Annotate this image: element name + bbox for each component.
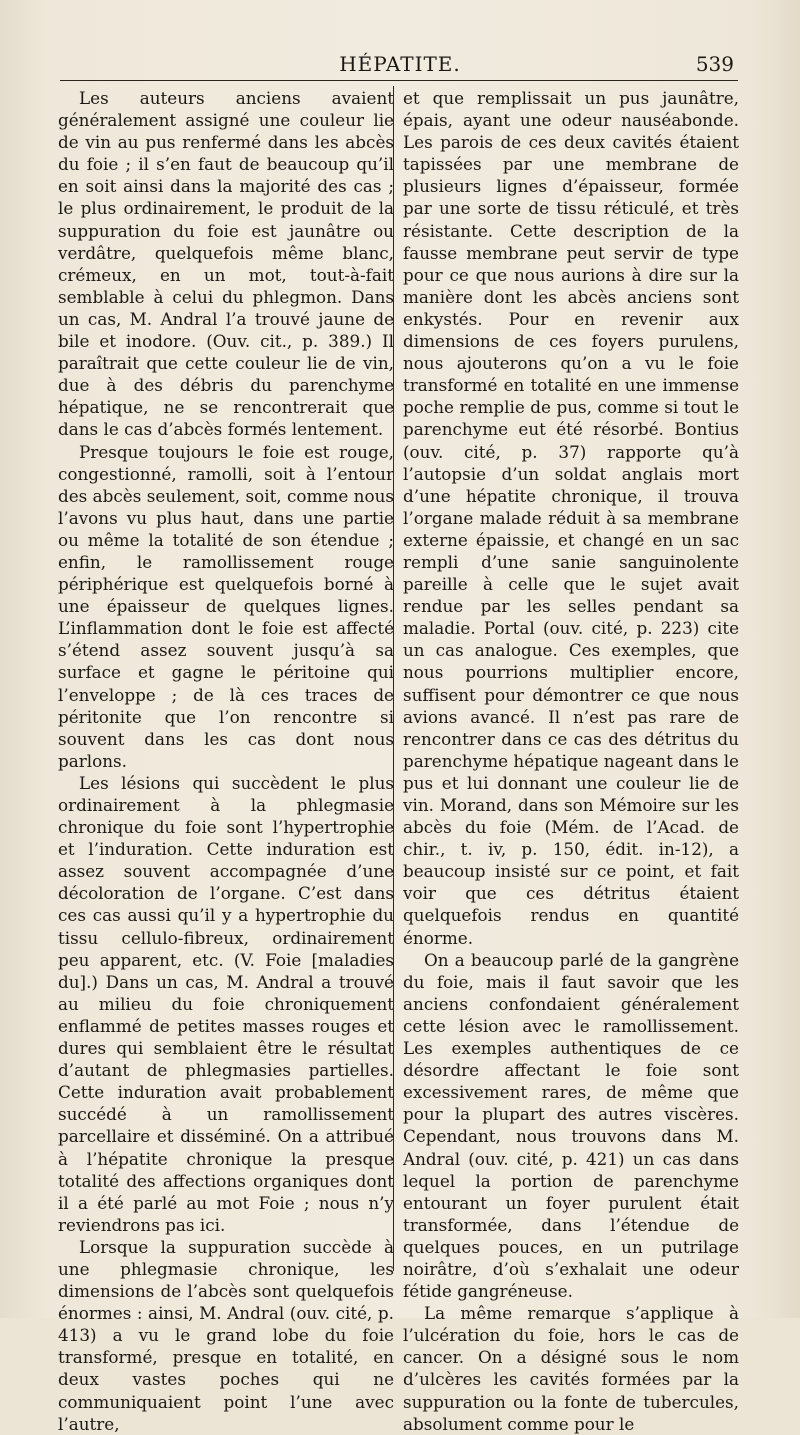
paragraph-continued: et que remplissait un pus jaunâtre, épais, ayant une odeur nauséabonde. Les parois de ces deux cavités étaient tapissées par une membrane de plusieurs lignes d’épaisseur, formée par une sorte de tissu réticulé, et très résistante. Cette description de la fausse membrane peut servir de type pour ce que nous aurions à dire sur la manière dont les abcès anciens sont enkystés. Pour en revenir aux dimensions de ces foyers purulens, nous ajouterons qu’on a vu le foie transformé en totalité en une immense poche remplie de pus, comme si tout le parenchyme eut été résorbé. Bontius (ouv. cité, p. 37) rapporte qu’à l’autopsie d’un soldat anglais mort d’une hépatite chronique, il trouva l’organe malade réduit à sa membrane externe épaissie, et changé en un sac rempli d’une sanie sanguinolente pareille à celle que le sujet avait rendue par les selles pendant sa maladie. Portal (ouv. cité, p. 223) cite un cas analogue. Ces exemples, que nous pourrions multiplier encore, suffisent pour démontrer ce que nous avions avancé. Il n’est pas rare de rencontrer dans ce cas des détritus du parenchyme hépatique nageant dans le pus et lui donnant une couleur lie de vin. Morand, dans son Mémoire sur les abcès du foie (Mém. de l’Acad. de chir., t. iv, p. 150, édit. in-12), a beaucoup insisté sur ce point, et fait voir que ces détritus étaient quelquefois rendus en quantité énorme. [403,88,739,948]
column-divider [393,86,394,1271]
left-column [58,87,394,1435]
running-title: HÉPATITE. [339,52,461,76]
paragraph: Presque toujours le foie est rouge, congestionné, ramolli, soit à l’entour des abcès seulement, soit, comme nous l’avons vu plus haut, dans une partie ou même la totalité de son étendue ; enfin, le ramollissement rouge périphérique est quelquefois borné à une épaisseur de quelques lignes. L’inflammation dont le foie est affecté s’étend assez souvent jusqu’à sa surface et gagne le péritoine qui l’enveloppe ; de là ces traces de péritonite que l’on rencontre si souvent dans les cas dont nous parlons. [58,441,394,771]
paragraph: La même remarque s’applique à l’ulcération du foie, hors le cas de cancer. On a désigné sous le nom d’ulcères les cavités formées par la suppuration ou la fonte de tubercules, absolument comme pour le [403,1303,739,1434]
paragraph: Les lésions qui succèdent le plus ordinairement à la phlegmasie chronique du foie sont l’hypertrophie et l’induration. Cette induration est assez souvent accompagnée d’une décoloration de l’organe. C’est dans ces cas aussi qu’il y a hypertrophie du tissu cellulo-fibreux, ordinairement peu apparent, etc. (V. Foie [maladies du].) Dans un cas, M. Andral a trouvé au milieu du foie chroniquement enflammé de petites masses rouges et dures qui semblaient être le résultat d’autant de phlegmasies partielles. Cette induration avait probablement succédé à un ramollissement parcellaire et disséminé. On a attribué à l’hépatite chronique la presque totalité des affections organiques dont il a été parlé au mot Foie ; nous n’y reviendrons pas ici. [58,772,394,1235]
page-number: 539 [695,52,734,76]
paragraph: Les auteurs anciens avaient généralement assigné une couleur lie de vin au pus renfermé dans les abcès du foie ; il s’en faut de beaucoup qu’il en soit ainsi dans la majorité des cas ; le plus ordinairement, le produit de la suppuration du foie est jaunâtre ou verdâtre, quelquefois même blanc, crémeux, en un mot, tout-à-fait semblable à celui du phlegmon. Dans un cas, M. Andral l’a trouvé jaune de bile et inodore. (Ouv. cit., p. 389.) Il paraîtrait que cette couleur lie de vin, due à des débris du parenchyme hépatique, ne se rencontrerait que dans le cas d’abcès formés lentement. [58,88,394,440]
right-column [403,87,739,1435]
header-rule [60,80,738,81]
page-header [0,50,800,84]
paragraph: Lorsque la suppuration succède à une phlegmasie chronique, les dimensions de l’abcès sont quelquefois énormes : ainsi, M. Andral (ouv. cité, p. 413) a vu le grand lobe du foie transformé, presque en totalité, en deux vastes poches qui ne communiquaient point l’une avec l’autre, [58,1236,394,1434]
paragraph: On a beaucoup parlé de la gangrène du foie, mais il faut savoir que les anciens confondaient généralement cette lésion avec le ramollissement. Les exemples authentiques de ce désordre affectant le foie sont excessivement rares, de même que pour la plupart des autres viscères. Cependant, nous trouvons dans M. Andral (ouv. cité, p. 421) un cas dans lequel la portion de parenchyme entourant un foyer purulent était transformée, dans l’étendue de quelques pouces, en un putrilage noirâtre, d’où s’exhalait une odeur fétide gangréneuse. [403,949,739,1302]
